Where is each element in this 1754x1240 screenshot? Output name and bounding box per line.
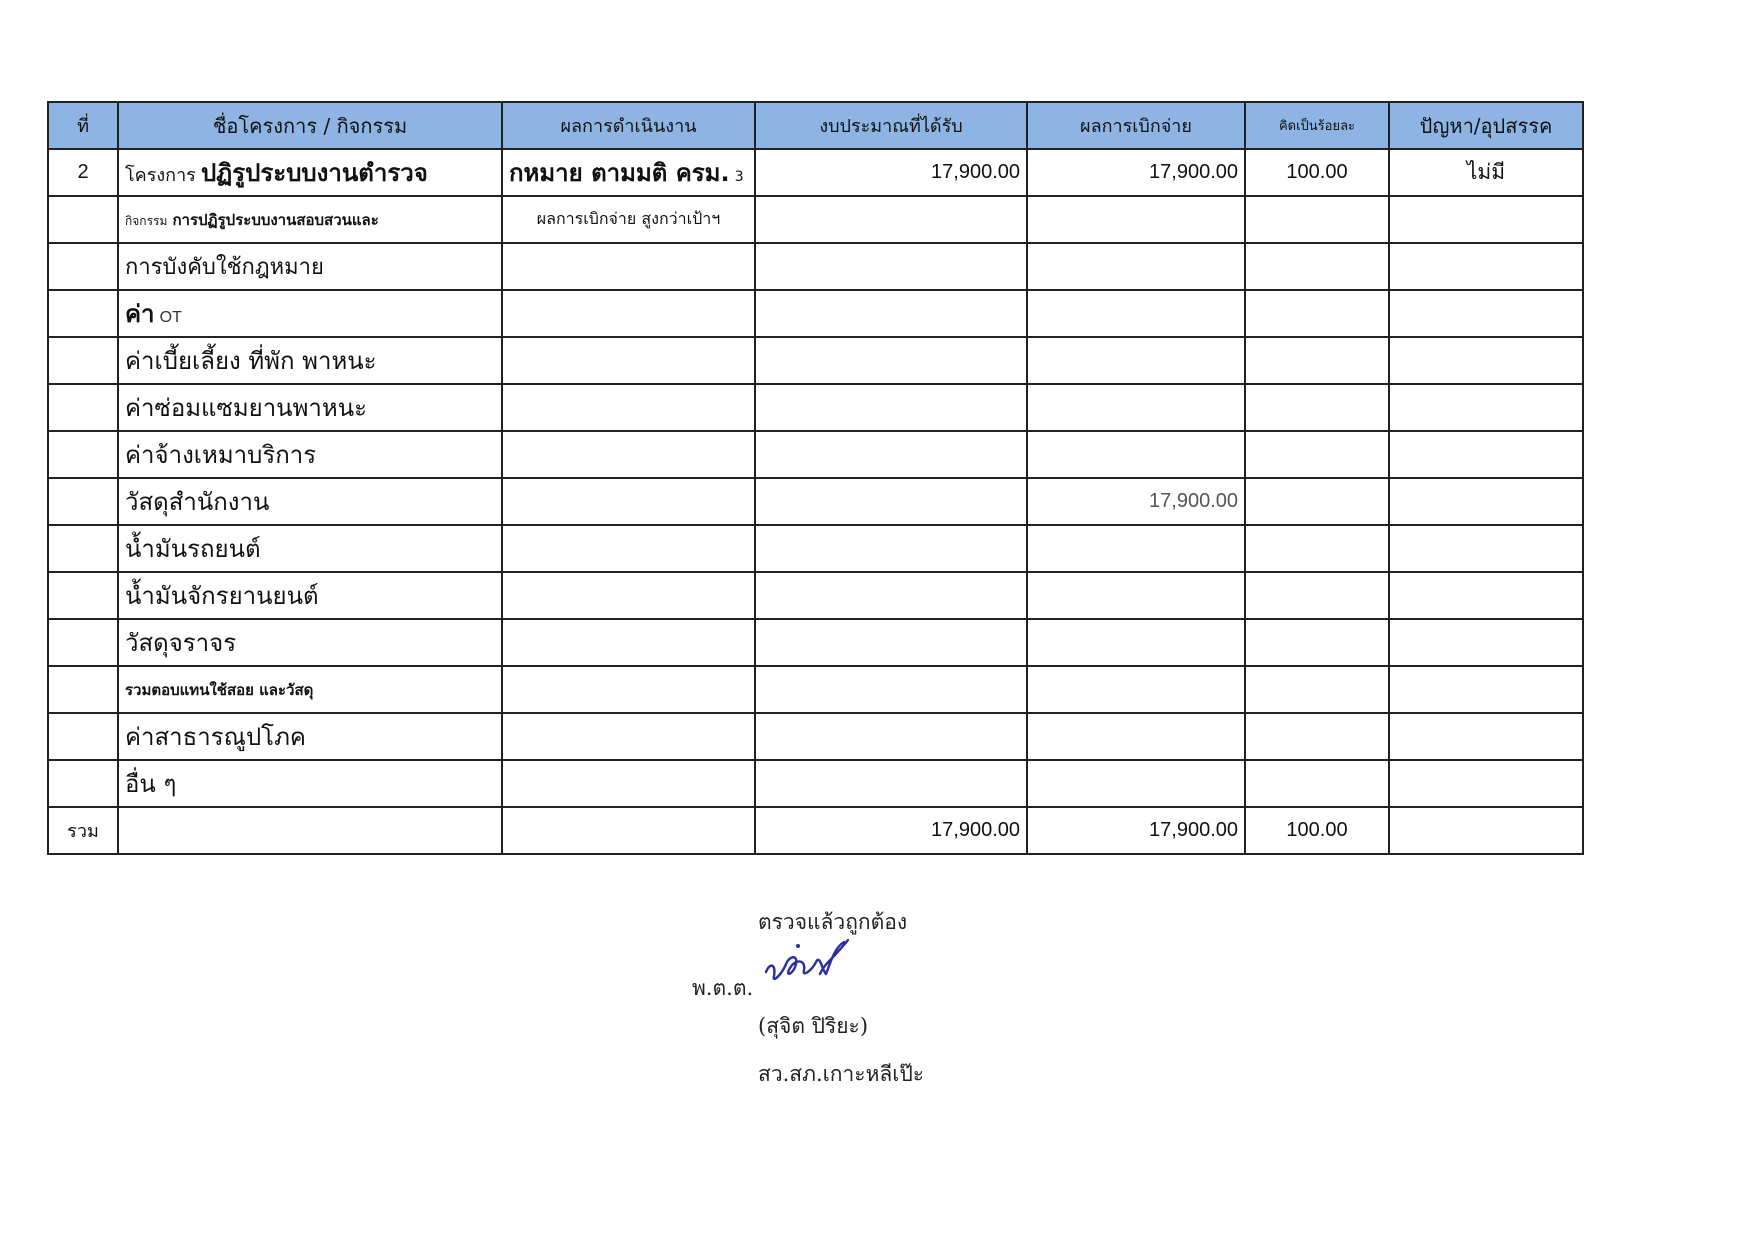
item-row: [48, 243, 1583, 290]
report-table: [47, 101, 1584, 855]
item-label: ค่าเบี้ยเลี้ยง ที่พัก พาหนะ: [118, 337, 502, 384]
item-row: [48, 666, 1583, 713]
item-row: [48, 760, 1583, 807]
item-label-suffix: OT: [159, 309, 182, 326]
project-name: ปฏิรูประบบงานตำรวจ: [200, 159, 428, 187]
header-problem: ปัญหา/อุปสรรค: [1389, 102, 1583, 149]
item-label: วัสดุสำนักงาน: [118, 478, 502, 525]
total-budget: 17,900.00: [755, 807, 1027, 854]
item-row: [48, 713, 1583, 760]
item-label: ค่าจ้างเหมาบริการ: [118, 431, 502, 478]
item-label: น้ำมันจักรยานยนต์: [118, 572, 502, 619]
header-disbursed: ผลการเบิกจ่าย: [1027, 102, 1245, 149]
signer-rank: พ.ต.ต.: [692, 976, 754, 1000]
item-label: ค่าซ่อมแซมยานพาหนะ: [118, 384, 502, 431]
project-name-cell: [118, 149, 502, 196]
project-no: 2: [48, 149, 118, 196]
project-disbursed: 17,900.00: [1027, 149, 1245, 196]
activity-name-cell: [118, 196, 502, 243]
handwritten-signature: [762, 934, 858, 990]
header-no: ที่: [48, 102, 118, 149]
item-label-cell: [118, 290, 502, 337]
total-disbursed: 17,900.00: [1027, 807, 1245, 854]
total-percent: 100.00: [1245, 807, 1389, 854]
activity-result: ผลการเบิกจ่าย สูงกว่าเป้าฯ: [502, 196, 755, 243]
item-label: วัสดุจราจร: [118, 619, 502, 666]
project-problem: ไม่มี: [1389, 149, 1583, 196]
activity-row: [48, 196, 1583, 243]
project-percent: 100.00: [1245, 149, 1389, 196]
item-row: [48, 290, 1583, 337]
total-label: รวม: [48, 807, 118, 854]
item-label: น้ำมันรถยนต์: [118, 525, 502, 572]
item-row: [48, 384, 1583, 431]
header-project: ชื่อโครงการ / กิจกรรม: [118, 102, 502, 149]
activity-name: การปฏิรูประบบงานสอบสวนและ: [172, 210, 379, 229]
item-label: อื่น ๆ: [118, 760, 502, 807]
item-row: [48, 478, 1583, 525]
total-row: [48, 807, 1583, 854]
header-percent: คิดเป็นร้อยละ: [1245, 102, 1389, 149]
project-row: [48, 149, 1583, 196]
activity-prefix: กิจกรรม: [125, 213, 168, 228]
item-row: [48, 337, 1583, 384]
signer-position: สว.สภ.เกาะหลีเป๊ะ: [758, 1062, 925, 1086]
project-result: กหมาย ตามมติ ครม.: [509, 159, 730, 187]
item-disbursed: 17,900.00: [1027, 478, 1245, 525]
signer-name: (สุจิต ปิริยะ): [758, 1014, 869, 1038]
project-prefix: โครงการ: [125, 165, 196, 186]
item-row: [48, 572, 1583, 619]
project-result-tail: 3: [734, 169, 744, 185]
header-result: ผลการดำเนินงาน: [502, 102, 755, 149]
item-row: [48, 431, 1583, 478]
item-label: รวมตอบแทนใช้สอย และวัสดุ: [118, 666, 502, 713]
item-label: ค่า: [125, 300, 155, 328]
item-label: ค่าสาธารณูปโภค: [118, 713, 502, 760]
project-budget: 17,900.00: [755, 149, 1027, 196]
verified-text: ตรวจแล้วถูกต้อง: [758, 910, 908, 934]
item-row: [48, 525, 1583, 572]
item-row: [48, 619, 1583, 666]
item-label: การบังคับใช้กฎหมาย: [118, 243, 502, 290]
project-result-cell: [502, 149, 755, 196]
header-budget: งบประมาณที่ได้รับ: [755, 102, 1027, 149]
header-row: [48, 102, 1583, 149]
